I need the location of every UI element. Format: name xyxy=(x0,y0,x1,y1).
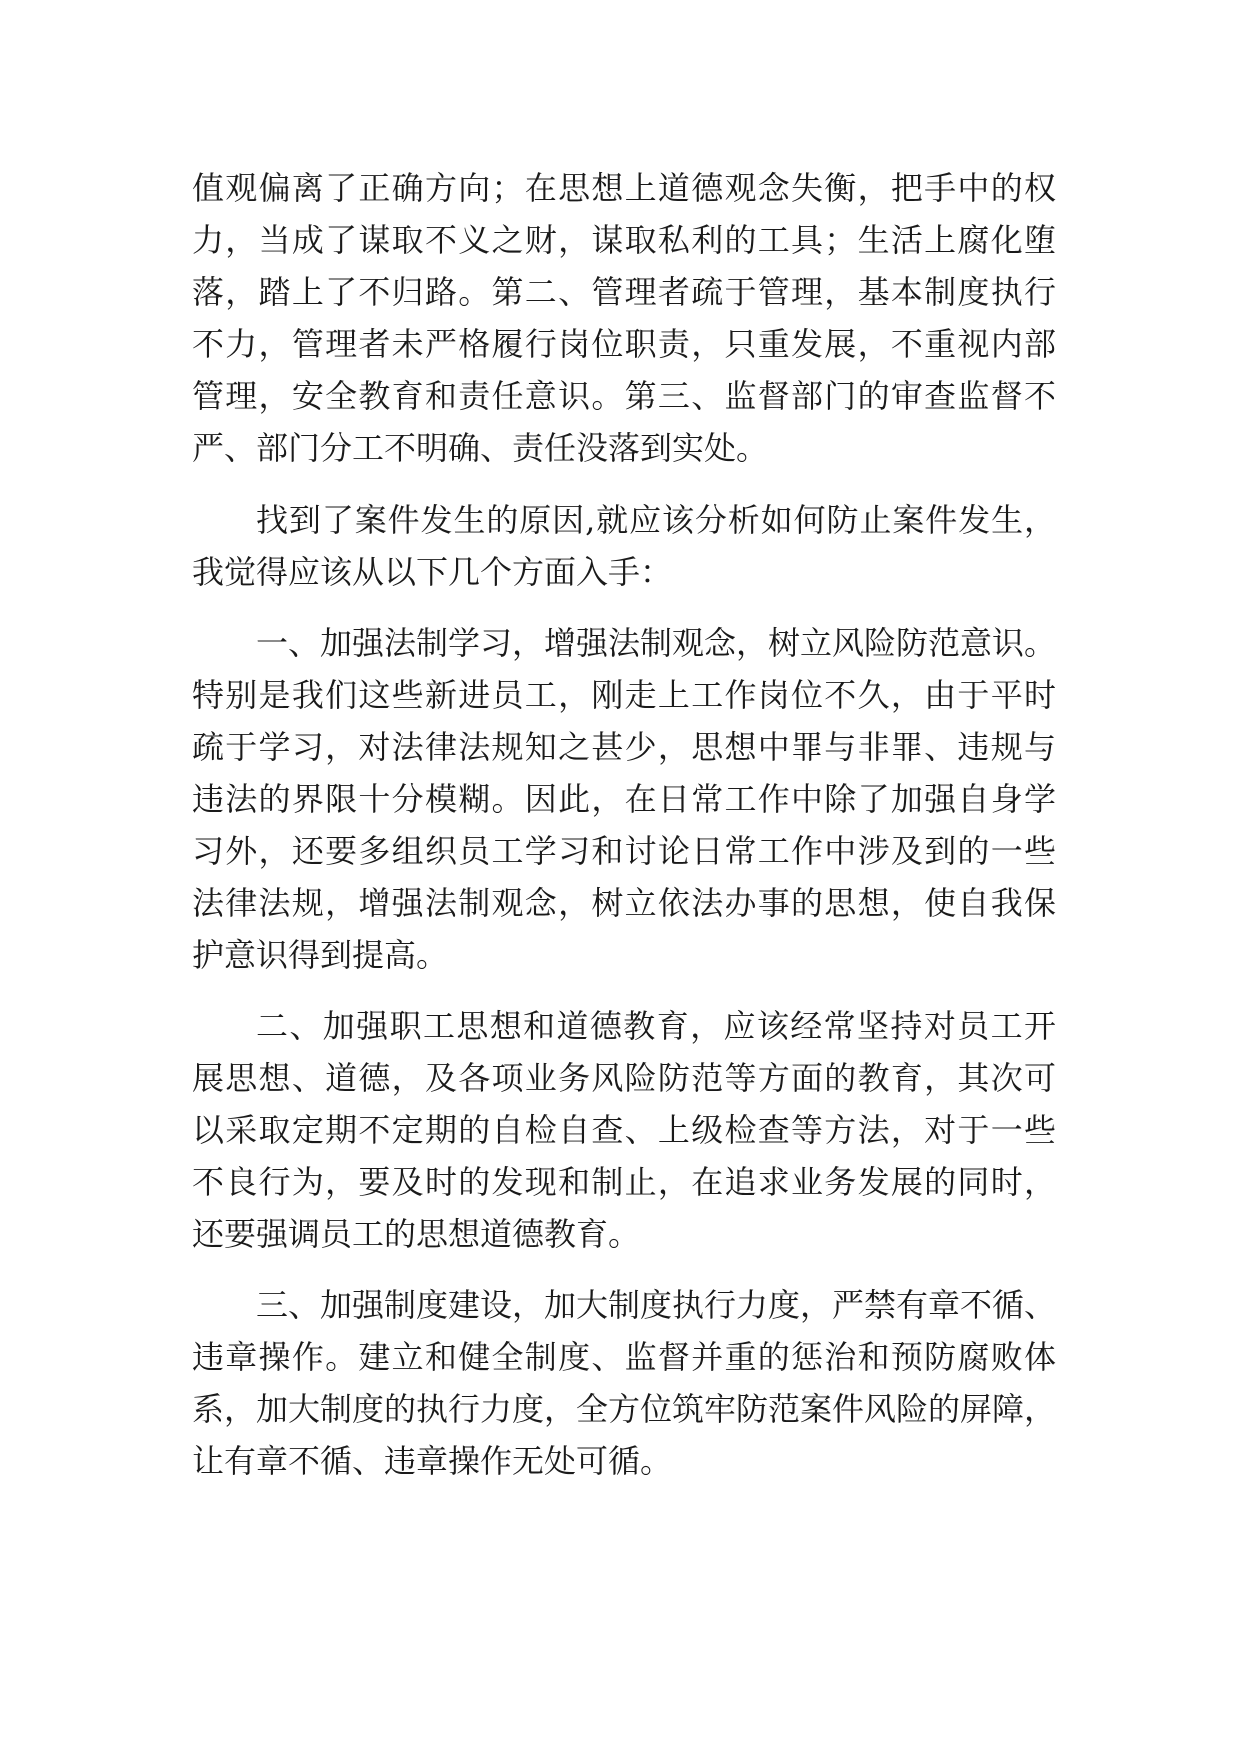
paragraph-4-line-5: 还要强调员工的思想道德教育。 xyxy=(192,1215,641,1253)
paragraph-5-line-1: 三、加强制度建设，加大制度执行力度，严禁有章不循、 xyxy=(256,1286,1057,1324)
paragraph-1-line-2: 力，当成了谋取不义之财，谋取私利的工具；生活上腐化堕 xyxy=(192,221,1056,259)
paragraph-4-line-2: 展思想、道德，及各项业务风险防范等方面的教育，其次可 xyxy=(192,1059,1056,1097)
paragraph-3-line-4: 违法的界限十分模糊。因此，在日常工作中除了加强自身学 xyxy=(192,780,1056,818)
paragraph-4-line-4: 不良行为，要及时的发现和制止，在追求业务发展的同时， xyxy=(192,1163,1056,1201)
paragraph-3-line-3: 疏于学习，对法律法规知之甚少，思想中罪与非罪、违规与 xyxy=(192,728,1056,766)
paragraph-3-line-5: 习外，还要多组织员工学习和讨论日常工作中涉及到的一些 xyxy=(192,832,1056,870)
paragraph-4-line-3: 以采取定期不定期的自检自查、上级检查等方法，对于一些 xyxy=(192,1111,1056,1149)
paragraph-5-line-3: 系，加大制度的执行力度，全方位筑牢防范案件风险的屏障， xyxy=(192,1390,1057,1428)
paragraph-4-line-1: 二、加强职工思想和道德教育，应该经常坚持对员工开 xyxy=(256,1007,1056,1045)
paragraph-3-line-1: 一、加强法制学习，增强法制观念，树立风险防范意识。 xyxy=(256,624,1057,662)
paragraph-5-line-2: 违章操作。建立和健全制度、监督并重的惩治和预防腐败体 xyxy=(192,1338,1056,1376)
paragraph-3-line-2: 特别是我们这些新进员工，刚走上工作岗位不久，由于平时 xyxy=(192,676,1056,714)
paragraph-1-line-6: 严、部门分工不明确、责任没落到实处。 xyxy=(192,429,769,467)
paragraph-2-line-2: 我觉得应该从以下几个方面入手： xyxy=(192,553,673,591)
paragraph-3-line-7: 护意识得到提高。 xyxy=(192,936,449,974)
paragraph-3-line-6: 法律法规，增强法制观念，树立依法办事的思想，使自我保 xyxy=(192,884,1056,922)
paragraph-1-line-5: 管理，安全教育和责任意识。第三、监督部门的审查监督不 xyxy=(192,377,1056,415)
paragraph-1-line-4: 不力，管理者未严格履行岗位职责，只重发展，不重视内部 xyxy=(192,325,1056,363)
paragraph-2-line-1: 找到了案件发生的原因,就应该分析如何防止案件发生， xyxy=(256,501,1056,539)
paragraph-1-line-3: 落，踏上了不归路。第二、管理者疏于管理，基本制度执行 xyxy=(192,273,1056,311)
paragraph-5-line-4: 让有章不循、违章操作无处可循。 xyxy=(192,1442,673,1480)
paragraph-1-line-1: 值观偏离了正确方向；在思想上道德观念失衡，把手中的权 xyxy=(192,169,1056,207)
